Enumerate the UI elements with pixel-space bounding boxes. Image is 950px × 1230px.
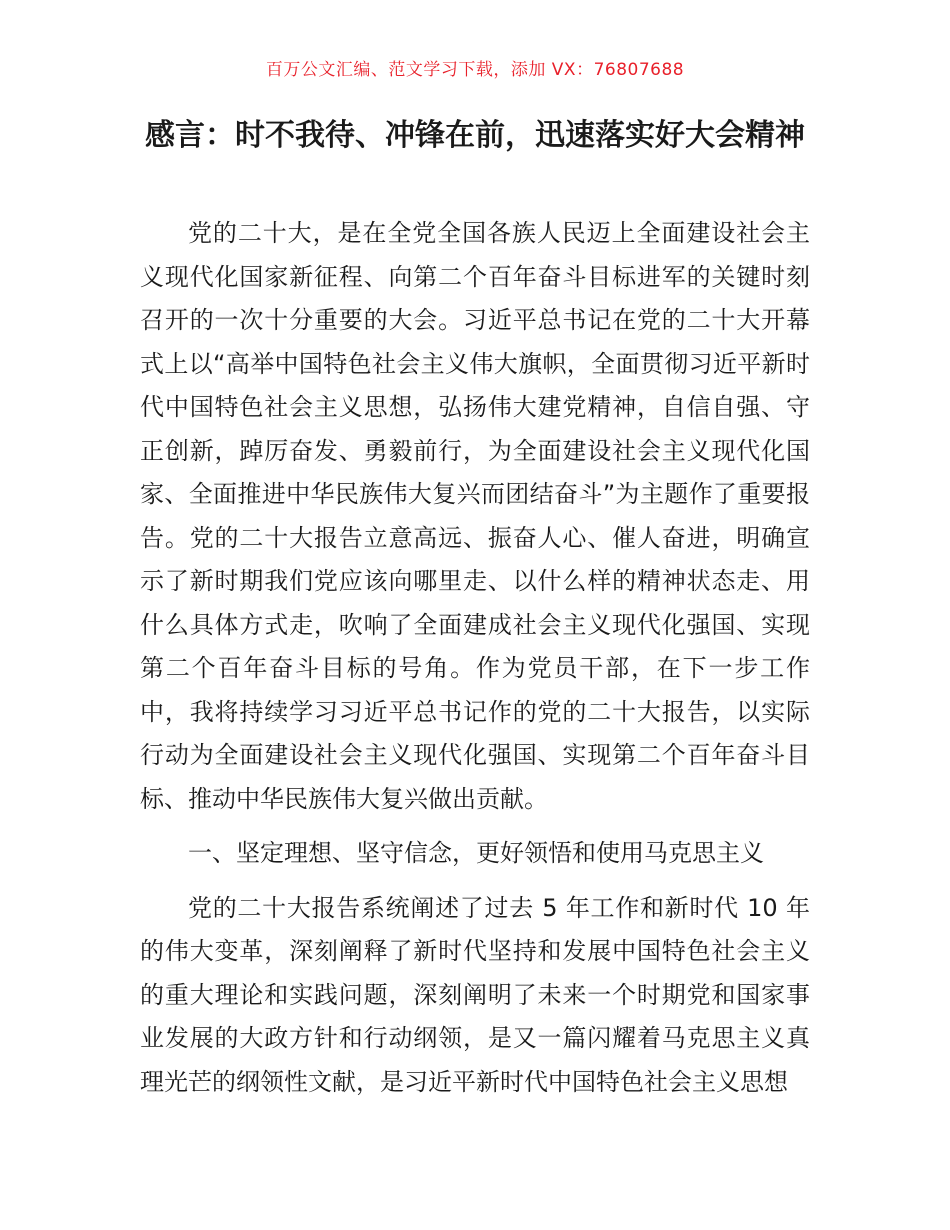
section-1-paragraph: 党的二十大报告系统阐述了过去 5 年工作和新时代 10 年的伟大变革，深刻阐释了新时代坚持和发展中国特色社会主义的重大理论和实践问题，深刻阐明了未来一个时期党和国家事业发展的大政方针和行动纲领，是又一篇闪耀着马克思主义真理光芒的纲领性文献，是习近平新时代中国特色社会主义思想 xyxy=(140,893,810,1096)
document-title: 感言：时不我待、冲锋在前，迅速落实好大会精神 xyxy=(145,118,805,153)
intro-paragraph: 党的二十大，是在全党全国各族人民迈上全面建设社会主义现代化国家新征程、向第二个百年奋斗目标进军的关键时刻召开的一次十分重要的大会。习近平总书记在党的二十大开幕式上以“高举中国特色社会主义伟大旗帜，全面贯彻习近平新时代中国特色社会主义思想，弘扬伟大建党精神，自信自强、守正创新，踔厉奋发、勇毅前行，为全面建设社会主义现代化国家、全面推进中华民族伟大复兴而团结奋斗”为主题作了重要报告。党的二十大报告立意高远、振奋人心、催人奋进，明确宣示了新时期我们党应该向哪里走、以什么样的精神状态走、用什么具体方式走，吹响了全面建成社会主义现代化强国、实现第二个百年奋斗目标的号角。作为党员干部，在下一步工作中，我将持续学习习近平总书记作的党的二十大报告，以实际行动为全面建设社会主义现代化强国、实现第二个百年奋斗目标、推动中华民族伟大复兴做出贡献。 xyxy=(140,219,810,813)
document-body xyxy=(140,212,810,1115)
header-watermark-note: 百万公文汇编、范文学习下载，添加 VX：76807688 xyxy=(265,60,685,80)
section-heading-1: 一、坚定理想、坚守信念，更好领悟和使用马克思主义 xyxy=(188,839,764,867)
